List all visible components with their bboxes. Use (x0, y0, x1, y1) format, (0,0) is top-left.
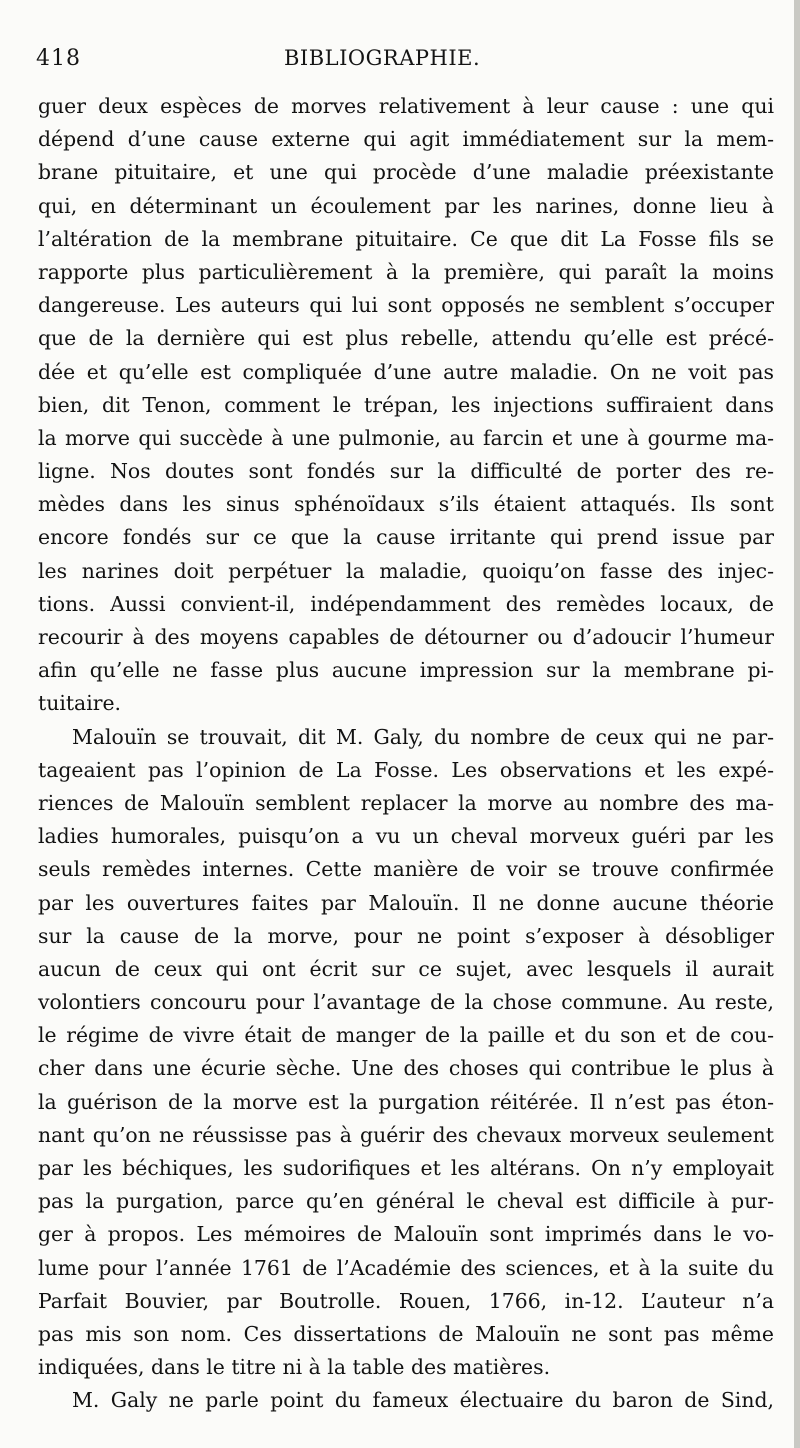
text-line: pas la purgation, parce qu’en général le cheval est difficile à pur- (38, 1189, 774, 1214)
text-line: l’altération de la membrane pituitaire. Ce que dit La Fosse fils se (38, 226, 774, 251)
text-line: par les béchiques, les sudorifiques et les altérans. On n’y employait (38, 1156, 774, 1180)
text-line: tions. Aussi convient-il, indépendamment des remèdes locaux, de (38, 591, 774, 616)
paragraph-2 (38, 721, 774, 1385)
text-line: guer deux espèces de morves relativement à leur cause : une qui (38, 94, 774, 118)
text-line: ger à propos. Les mémoires de Malouïn sont imprimés dans le vo- (38, 1222, 774, 1247)
text-line: dépend d’une cause externe qui agit immédiatement sur la mem- (38, 127, 774, 152)
text-line: le régime de vivre était de manger de la paille et du son et de cou- (38, 1023, 774, 1048)
text-line: rapporte plus particulièrement à la première, qui paraît la moins (38, 259, 774, 284)
text-line: sur la cause de la morve, pour ne point s’exposer à désobliger (38, 923, 774, 948)
text-line: dangereuse. Les auteurs qui lui sont opposés ne semblent s’occuper (38, 293, 774, 318)
text-line: par les ouvertures faites par Malouïn. Il ne donne aucune théorie (38, 890, 774, 915)
text-line: volontiers concouru pour l’avantage de la chose commune. Au reste, (38, 990, 774, 1015)
text-line: la morve qui succède à une pulmonie, au farcin et une à gourme ma- (38, 425, 774, 450)
text-line: seuls remèdes internes. Cette manière de voir se trouve confirmée (38, 857, 774, 882)
paragraph-1 (38, 90, 774, 721)
page-number: 418 (36, 46, 81, 71)
paragraph-3 (38, 1384, 774, 1417)
running-head: BIBLIOGRAPHIE. (284, 46, 481, 70)
text-line: Malouïn se trouvait, dit M. Galy, du nombre de ceux qui ne par- (72, 724, 774, 749)
text-line: ladies humorales, puisqu’on a vu un cheval morveux guéri par les (38, 824, 774, 849)
text-line: encore fondés sur ce que la cause irritante qui prend issue par (38, 525, 774, 550)
text-line: que de la dernière qui est plus rebelle, attendu qu’elle est précé- (38, 326, 774, 351)
body-text (38, 90, 774, 1418)
text-line: brane pituitaire, et une qui procède d’une maladie préexistante (38, 160, 774, 185)
page-header (36, 40, 760, 80)
text-line: dée et qu’elle est compliquée d’une autre maladie. On ne voit pas (38, 359, 774, 384)
text-line: M. Galy ne parle point du fameux électuaire du baron de Sind, (72, 1388, 774, 1413)
text-line: afin qu’elle ne fasse plus aucune impression sur la membrane pi- (38, 658, 774, 683)
text-line: pas mis son nom. Ces dissertations de Malouïn ne sont pas même (38, 1321, 774, 1346)
text-line: lume pour l’année 1761 de l’Académie des sciences, et à la suite du (38, 1255, 774, 1280)
text-line: recourir à des moyens capables de détourner ou d’adoucir l’humeur (38, 625, 774, 649)
text-line: nant qu’on ne réussisse pas à guérir des chevaux morveux seulement (38, 1122, 774, 1147)
text-line: la guérison de la morve est la purgation réitérée. Il n’est pas éton- (38, 1089, 774, 1114)
text-line: aucun de ceux qui ont écrit sur ce sujet, avec lesquels il aurait (38, 956, 774, 981)
text-line: tageaient pas l’opinion de La Fosse. Les observations et les expé- (38, 757, 774, 782)
text-line: cher dans une écurie sèche. Une des choses qui contribue le plus à (38, 1056, 774, 1081)
text-line: mèdes dans les sinus sphénoïdaux s’ils étaient attaqués. Ils sont (38, 492, 774, 517)
text-line: ligne. Nos doutes sont fondés sur la difficulté de porter des re- (38, 459, 774, 484)
text-line: Parfait Bouvier, par Boutrolle. Rouen, 1766, in-12. L’auteur n’a (38, 1288, 774, 1313)
text-line: indiquées, dans le titre ni à la table des matières. (38, 1355, 551, 1380)
text-line: les narines doit perpétuer la maladie, quoiqu’on fasse des injec- (38, 558, 774, 583)
text-line: tuitaire. (38, 691, 122, 716)
text-line: qui, en déterminant un écoulement par les narines, donne lieu à (38, 193, 774, 218)
text-line: bien, dit Tenon, comment le trépan, les injections suffiraient dans (38, 392, 774, 417)
text-line: riences de Malouïn semblent replacer la morve au nombre des ma- (38, 790, 774, 815)
